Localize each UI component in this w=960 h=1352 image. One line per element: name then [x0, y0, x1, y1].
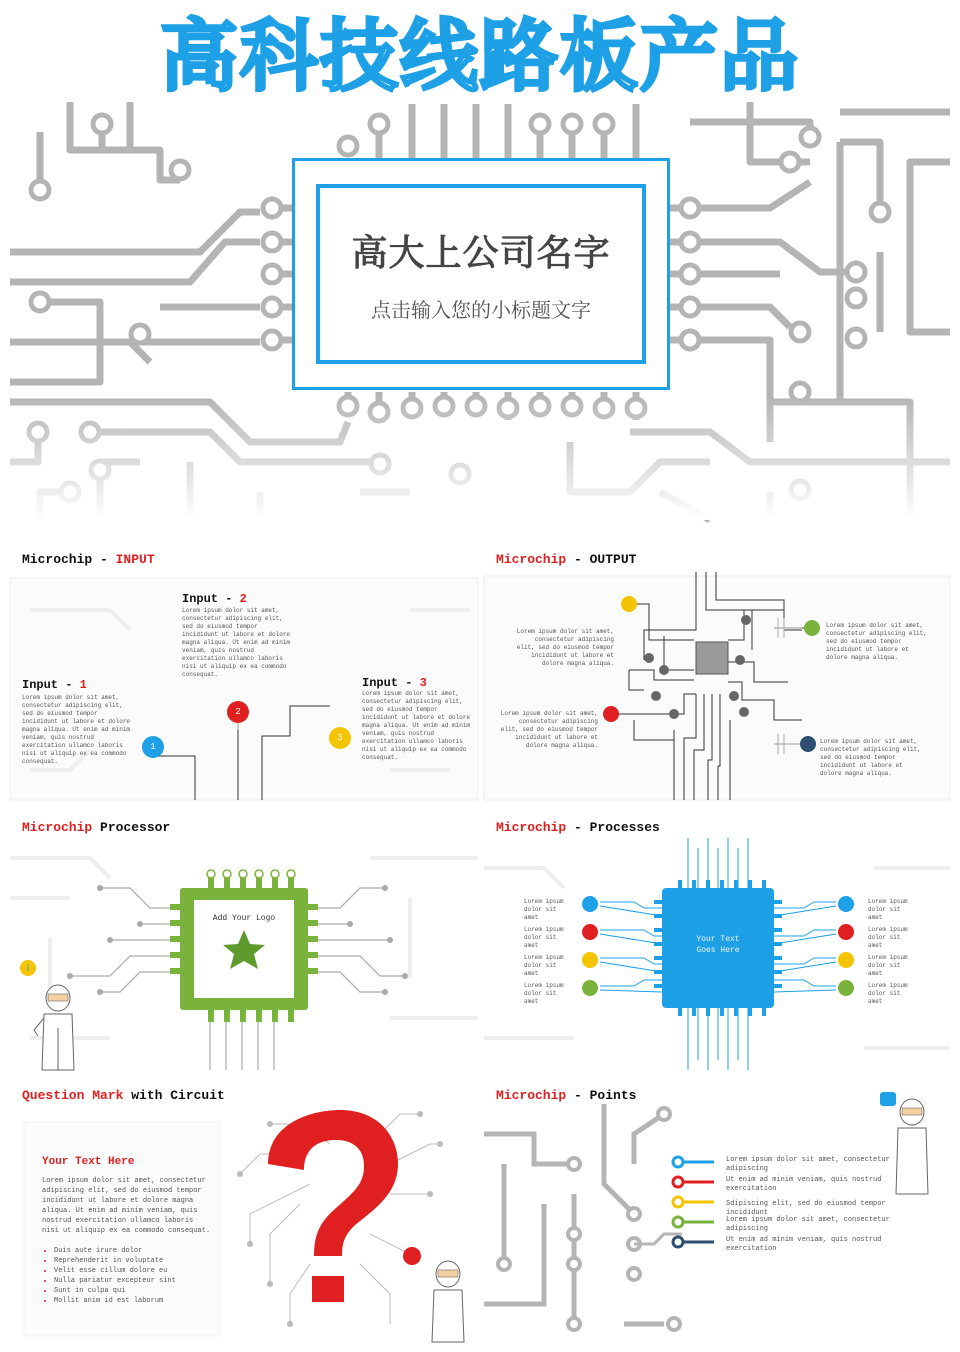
question-mark-icon — [268, 1110, 398, 1256]
point-item-5: Ut enim ad minim veniam, quis nostrud exercitation — [726, 1236, 882, 1253]
proc-label-r2: Lorem ipsum dolor sit amet — [868, 926, 908, 949]
slide-title: Question Mark with Circuit — [22, 1088, 225, 1103]
info-icon: i — [26, 964, 30, 974]
proc-label-l4: Lorem ipsum dolor sit amet — [524, 982, 564, 1005]
chip-title-box[interactable] — [316, 184, 646, 364]
point-item-2: Ut enim ad minim veniam, quis nostrud exercitation — [726, 1176, 882, 1193]
slide-processor — [10, 808, 478, 1070]
slide-title: Microchip Processor — [22, 820, 171, 835]
proc-label-r3: Lorem ipsum dolor sit amet — [868, 954, 908, 977]
banner-title: 高科技线路板产品 — [159, 12, 800, 102]
list-item: • Velit esse cillum dolore eu — [54, 1266, 224, 1276]
slide-processes — [484, 808, 950, 1070]
input-2-text: Lorem ipsum dolor sit amet, consectetur adipiscing elit, sed do eiusmod tempor incididunt ut labore et dolore magna aliqua. Ut enim ad minim veniam, quis nostrud exercitation ullamco laboris nisi ut aliquip ex ea commodo consequat. — [182, 607, 291, 678]
input-3-text: Lorem ipsum dolor sit amet, consectetur adipiscing elit, sed do eiusmod tempor incididunt ut labore et dolore magna aliqua. Ut enim ad minim veniam, quis nostrud exercitation ullamco laboris nisi ut aliquip ex ea commodo consequat. — [362, 690, 471, 761]
proc-label-r4: Lorem ipsum dolor sit amet — [868, 982, 908, 1005]
chip-text: Your Text Goes Here — [696, 935, 740, 955]
list-item: • Reprehenderit in voluptate — [54, 1256, 224, 1266]
list-item: • Sunt in culpa qui — [54, 1286, 224, 1296]
output-text-1: Lorem ipsum dolor sit amet, consectetur adipiscing elit, sed do eiusmod tempor incididunt ut labore et dolore magna aliqua. — [516, 628, 614, 667]
input-2-heading: Input - 2 — [182, 592, 247, 606]
proc-label-r1: Lorem ipsum dolor sit amet — [868, 898, 908, 921]
slide-title: Microchip - Processes — [496, 820, 660, 835]
input-3-badge: 3 — [337, 733, 343, 743]
question-text: Lorem ipsum dolor sit amet, consectetur adipiscing elit, sed do eiusmod tempor incididunt ut labore et dolore magna aliqua. Ut enim ad minim veniam, quis nostrud exercitation ullamco laboris nisi ut aliquip ex ea commodo consequat. — [42, 1177, 211, 1235]
hero-subtitle: 点击输入您的小标题文字 — [371, 298, 591, 322]
point-item-4: Lorem ipsum dolor sit amet, consectetur adipiscing — [726, 1216, 890, 1233]
thumbs-up-icon — [880, 1092, 896, 1106]
slide-title: Microchip - INPUT — [22, 552, 155, 567]
point-item-1: Lorem ipsum dolor sit amet, consectetur adipiscing — [726, 1156, 890, 1173]
proc-label-l1: Lorem ipsum dolor sit amet — [524, 898, 564, 921]
slide-question — [10, 1076, 478, 1342]
input-2-badge: 2 — [235, 707, 241, 717]
proc-label-l3: Lorem ipsum dolor sit amet — [524, 954, 564, 977]
output-text-3: Lorem ipsum dolor sit amet, consectetur adipiscing elit, sed do eiusmod tempor incididunt ut labore et dolore magna aliqua. — [826, 622, 927, 661]
list-item: • Nulla pariatur excepteur sint — [54, 1276, 224, 1286]
slide-output — [484, 540, 950, 800]
output-text-2: Lorem ipsum dolor sit amet, consectetur adipiscing elit, sed do eiusmod tempor incididunt ut labore et dolore magna aliqua. — [500, 710, 598, 749]
list-item: • Duis aute irure dolor — [54, 1246, 224, 1256]
question-bullets — [42, 1246, 224, 1306]
slide-input — [10, 540, 478, 800]
input-1-heading: Input - 1 — [22, 678, 87, 692]
input-1-badge: 1 — [150, 742, 156, 752]
list-item: • Mollit anim id est laborum — [54, 1296, 224, 1306]
company-name: 高大上公司名字 — [351, 233, 611, 274]
point-item-3: Sdipiscing elit, sed do eiusmod tempor incididunt — [726, 1200, 886, 1217]
proc-label-l2: Lorem ipsum dolor sit amet — [524, 926, 564, 949]
slide-title: Microchip - OUTPUT — [496, 552, 637, 567]
output-text-4: Lorem ipsum dolor sit amet, consectetur adipiscing elit, sed do eiusmod tempor incididunt ut labore et dolore magna aliqua. — [820, 738, 921, 777]
question-heading: Your Text Here — [42, 1156, 135, 1168]
input-1-text: Lorem ipsum dolor sit amet, consectetur adipiscing elit, sed do eiusmod tempor incididunt ut labore et dolore magna aliqua. Ut enim ad minim veniam, quis nostrud exercitation ullamco laboris nisi ut aliquip ex ea commodo consequat. — [22, 694, 131, 765]
slide-title: Microchip - Points — [496, 1088, 637, 1103]
input-3-heading: Input - 3 — [362, 676, 427, 690]
processor-circuit — [10, 838, 478, 1070]
slide-points — [484, 1076, 950, 1342]
logo-placeholder[interactable]: Add Your Logo — [212, 914, 276, 923]
